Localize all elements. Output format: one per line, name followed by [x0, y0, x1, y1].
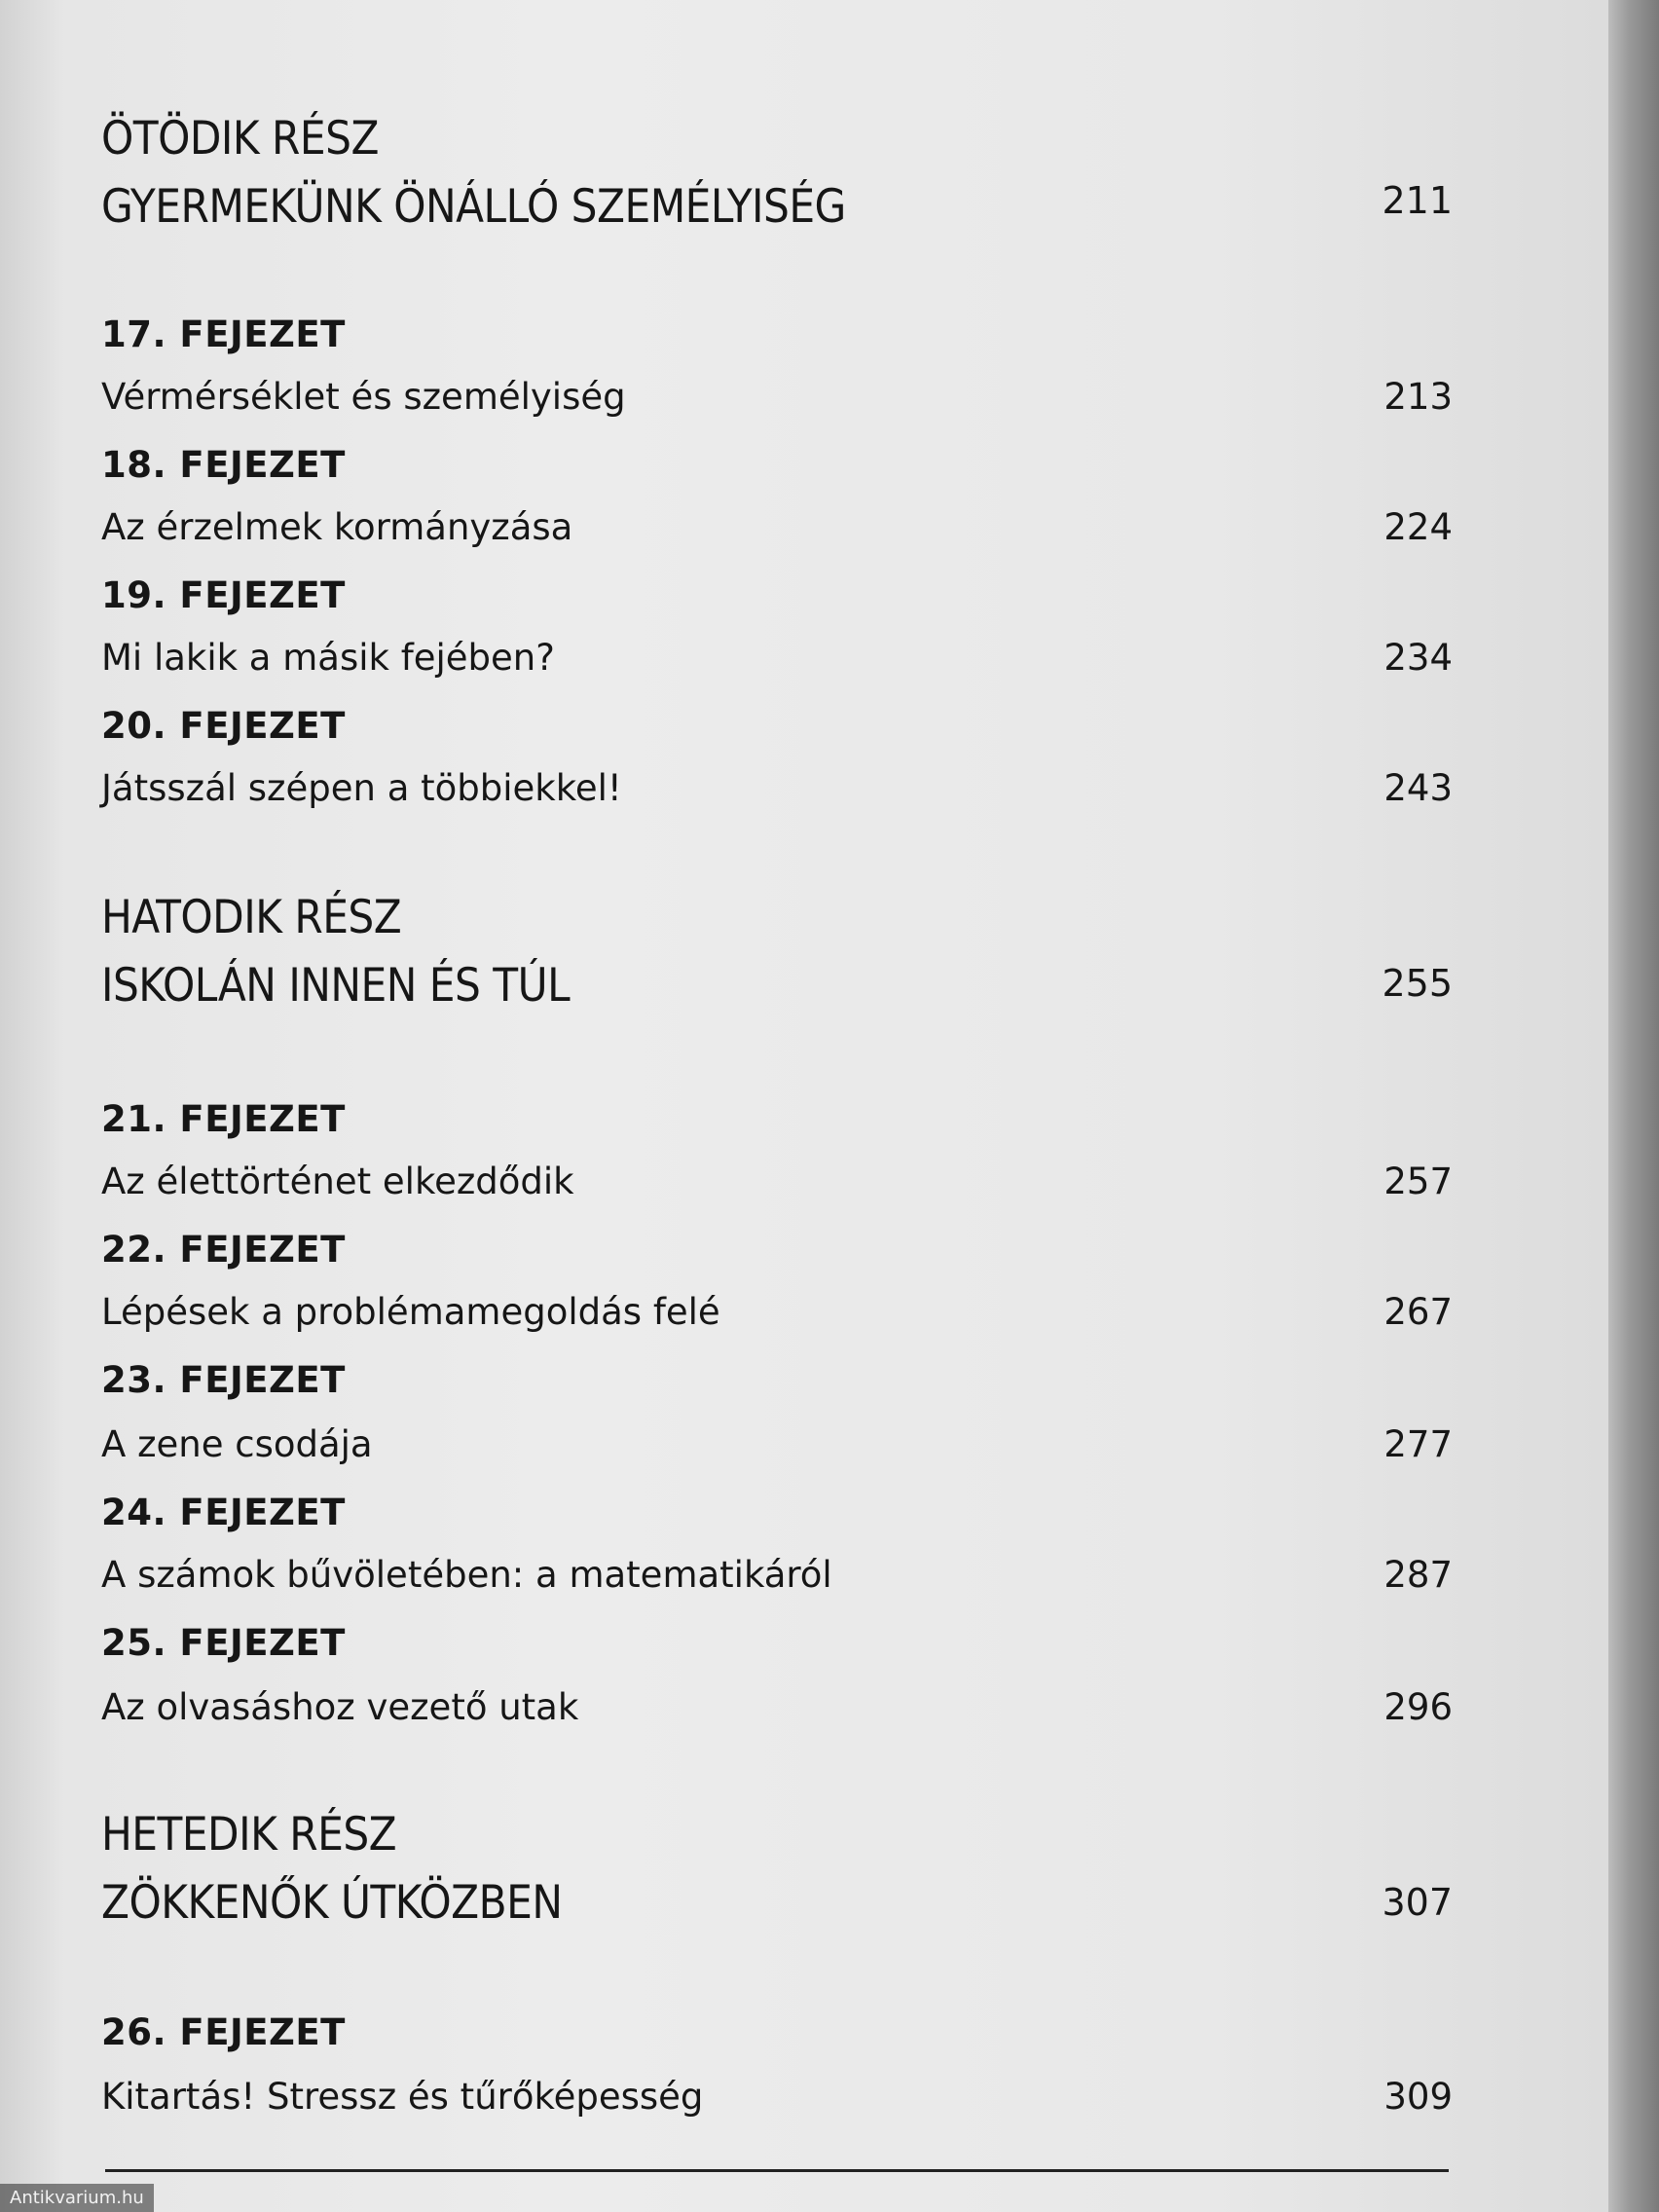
part-heading: ÖTÖDIK RÉSZ: [101, 112, 379, 166]
chapter-label: 20. FEJEZET: [101, 705, 346, 747]
watermark: Antikvarium.hu: [0, 2184, 154, 2212]
part-page-number: 255: [1382, 962, 1453, 1005]
chapter-title: Lépések a problémamegoldás felé: [101, 1291, 720, 1333]
chapter-page-number: 224: [1383, 506, 1453, 548]
chapter-title: Az élettörténet elkezdődik: [101, 1161, 574, 1202]
part-subheading: ISKOLÁN INNEN ÉS TÚL: [101, 959, 571, 1013]
part-subheading: GYERMEKÜNK ÖNÁLLÓ SZEMÉLYISÉG: [101, 180, 846, 234]
chapter-page-number: 243: [1383, 767, 1453, 809]
chapter-page-number: 296: [1383, 1686, 1453, 1728]
part-title-hatodik: [101, 884, 1464, 1020]
part-title-otodik: [101, 105, 1464, 241]
chapter-title: Mi lakik a másik fejében?: [101, 637, 555, 679]
chapter-label: 24. FEJEZET: [101, 1492, 346, 1533]
chapter-title: Játsszál szépen a többiekkel!: [101, 767, 622, 809]
chapter-label: 22. FEJEZET: [101, 1229, 346, 1271]
chapter-label: 17. FEJEZET: [101, 313, 346, 355]
chapter-page-number: 277: [1383, 1423, 1453, 1465]
part-heading: HATODIK RÉSZ: [101, 891, 402, 944]
chapter-title: Vérmérséklet és személyiség: [101, 376, 626, 418]
chapter-page-number: 213: [1383, 376, 1453, 418]
chapter-page-number: 287: [1383, 1554, 1453, 1596]
chapter-title: Az olvasáshoz vezető utak: [101, 1686, 579, 1728]
bottom-rule: [105, 2169, 1449, 2172]
chapter-label: 19. FEJEZET: [101, 574, 346, 616]
chapter-title: A zene csodája: [101, 1423, 373, 1465]
page-edge-shadow: [1608, 0, 1659, 2212]
chapter-page-number: 267: [1383, 1291, 1453, 1333]
part-page-number: 211: [1382, 179, 1453, 222]
chapter-title: Kitartás! Stressz és tűrőképesség: [101, 2076, 704, 2118]
part-heading: HETEDIK RÉSZ: [101, 1808, 397, 1862]
chapter-page-number: 234: [1383, 637, 1453, 679]
chapter-label: 18. FEJEZET: [101, 444, 346, 486]
chapter-title: Az érzelmek kormányzása: [101, 506, 573, 548]
chapter-label: 23. FEJEZET: [101, 1359, 346, 1401]
chapter-page-number: 257: [1383, 1161, 1453, 1202]
part-title-hetedik: [101, 1801, 1464, 1937]
chapter-title: A számok bűvöletében: a matematikáról: [101, 1554, 832, 1596]
chapter-label: 25. FEJEZET: [101, 1622, 346, 1664]
chapter-page-number: 309: [1383, 2076, 1453, 2118]
chapter-label: 26. FEJEZET: [101, 2011, 346, 2053]
part-page-number: 307: [1382, 1881, 1453, 1924]
part-subheading: ZÖKKENŐK ÚTKÖZBEN: [101, 1876, 563, 1930]
chapter-label: 21. FEJEZET: [101, 1098, 346, 1140]
